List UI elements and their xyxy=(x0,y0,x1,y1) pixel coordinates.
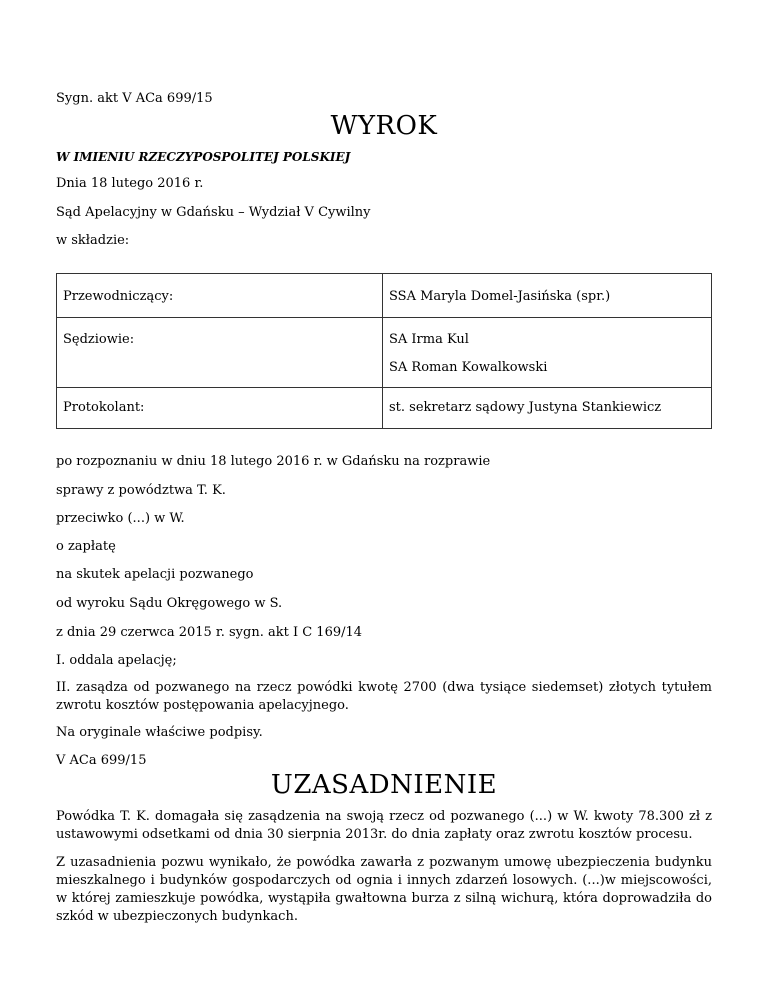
table-row-clerk xyxy=(57,388,711,428)
judge-name: SA Irma Kul xyxy=(389,332,469,347)
proceedings-line: o zapłatę xyxy=(56,539,116,554)
ruling-item: I. oddala apelację; xyxy=(56,653,177,668)
proceedings-line: z dnia 29 czerwca 2015 r. sygn. akt I C 169/14 xyxy=(56,625,363,640)
justification-paragraph: Powódka T. K. domagała się zasądzenia na swoją rzecz od pozwanego (...) w W. kwoty 78.300 zł z ustawowymi odsetkami od dnia 30 sierpnia 2013r. do dnia zapłaty oraz zwrotu kosztów procesu. xyxy=(56,809,712,842)
in-name-of-republic: W IMIENIU RZECZYPOSPOLITEJ POLSKIEJ xyxy=(56,150,351,164)
case-signature: Sygn. akt V ACa 699/15 xyxy=(56,91,213,106)
table-row-presiding xyxy=(57,274,711,318)
name-cell: st. sekretarz sądowy Justyna Stankiewicz xyxy=(389,400,662,415)
judgment-title: WYROK xyxy=(330,111,438,141)
justification-case-ref: V ACa 699/15 xyxy=(56,753,147,768)
proceedings-line: na skutek apelacji pozwanego xyxy=(56,567,254,582)
signature-note: Na oryginale właściwe podpisy. xyxy=(56,725,263,740)
name-cell: SSA Maryla Domel-Jasińska (spr.) xyxy=(389,289,611,304)
judgment-date: Dnia 18 lutego 2016 r. xyxy=(56,176,204,191)
justification-paragraph: Z uzasadnienia pozwu wynikało, że powódka zawarła z pozwanym umowę ubezpieczenia budynku mieszkalnego i budynków gospodarczych od ognia i innych zdarzeń losowych. (...)w miejscowości, w której zamieszkuje powódka, wystąpiła gwałtowna burza z silną wichurą, która doprowadziła do szkód w ubezpieczonych budynkach. xyxy=(56,855,712,924)
proceedings-line: od wyroku Sądu Okręgowego w S. xyxy=(56,596,283,611)
composition-table xyxy=(56,273,712,429)
judge-name: SA Roman Kowalkowski xyxy=(389,360,548,375)
names-cell xyxy=(383,318,711,387)
proceedings-line: sprawy z powództwa T. K. xyxy=(56,483,226,498)
role-cell: Protokolant: xyxy=(57,388,383,428)
justification-title: UZASADNIENIE xyxy=(270,770,498,800)
court-name: Sąd Apelacyjny w Gdańsku – Wydział V Cywilny xyxy=(56,205,371,220)
role-cell: Przewodniczący: xyxy=(57,274,383,317)
ruling-item: II. zasądza od pozwanego na rzecz powódki kwotę 2700 (dwa tysiące siedemset) złotych tytułem zwrotu kosztów postępowania apelacyjnego. xyxy=(56,680,712,713)
proceedings-line: przeciwko (...) w W. xyxy=(56,511,185,526)
role-cell: Sędziowie: xyxy=(57,318,383,387)
proceedings-line: po rozpoznaniu w dniu 18 lutego 2016 r. w Gdańsku na rozprawie xyxy=(56,454,491,469)
table-row-judges xyxy=(57,318,711,388)
composition-label: w składzie: xyxy=(56,233,130,248)
